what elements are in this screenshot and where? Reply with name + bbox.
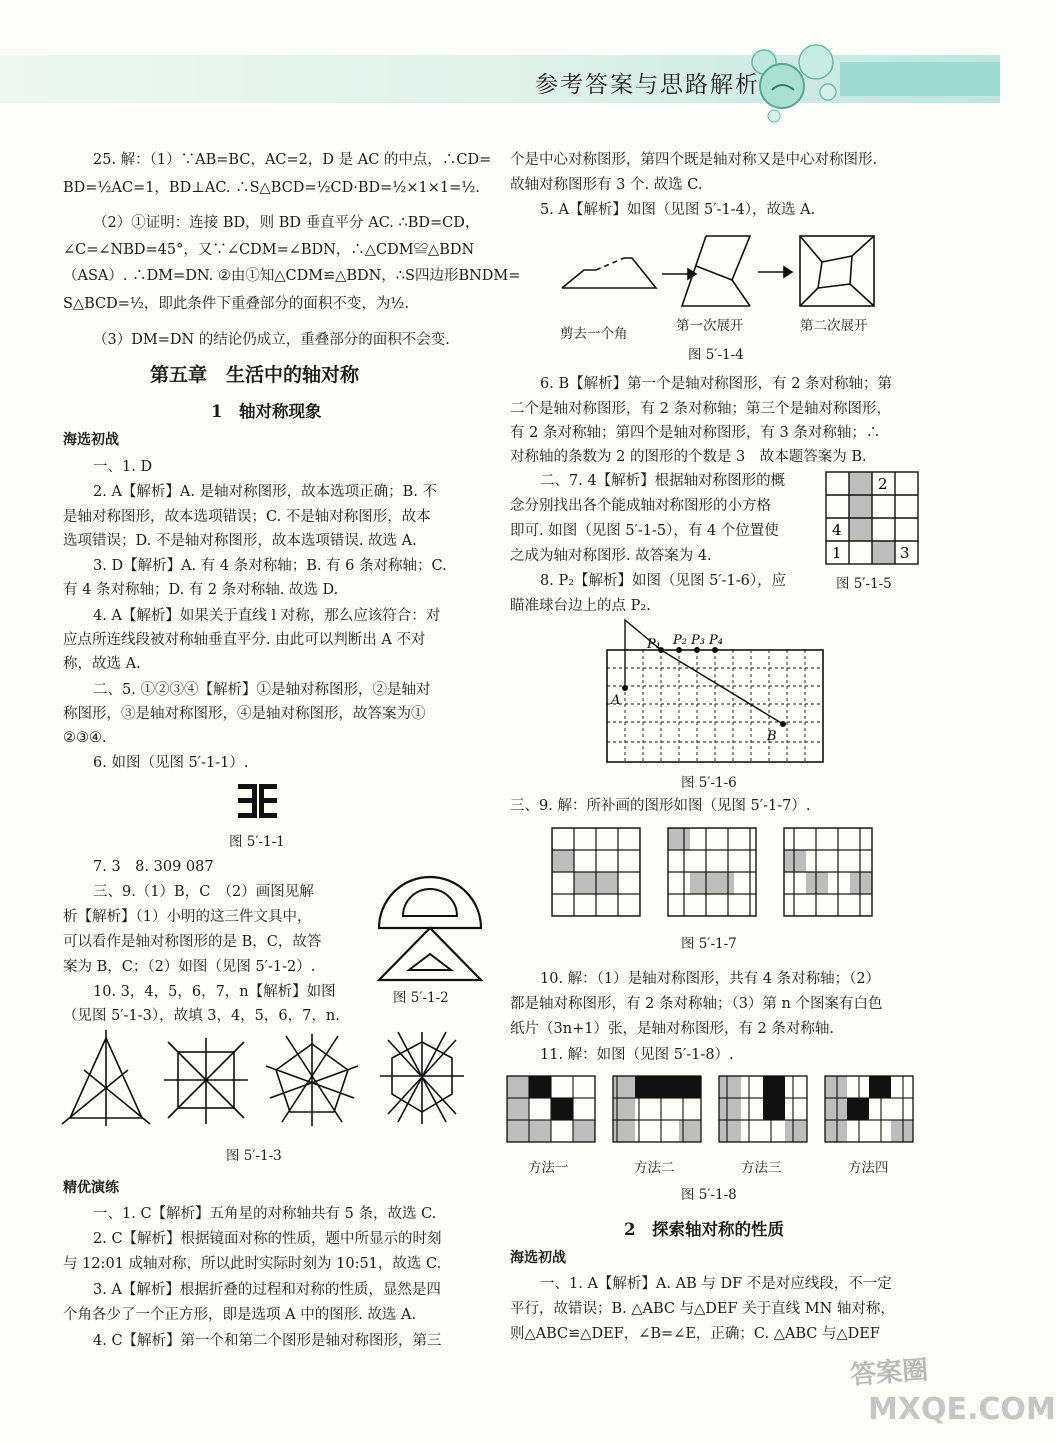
figure-label: 第二次展开 [800,318,868,334]
text-line: 一、1. C【解析】五角星的对称轴共有 5 条，故选 C. [93,1206,437,1222]
text-line: 有 4 条对称轴；D. 有 2 条对称轴. 故选 D. [63,582,339,598]
text-line: 一、1. D [93,459,153,475]
text-line: 念分别找出各个能成轴对称图形的小方格 [510,498,771,514]
text-line: （ASA）. ∴DM=DN. ②由①知△CDM≌△BDN，∴S四边形BNDM= [63,268,521,284]
text-line: 瞄准球台边上的点 P₂. [510,598,651,614]
fig-5-1-7-figure [552,828,896,918]
text-line: 二、5. ①②③④【解析】①是轴对称图形，②是轴对 [93,682,431,698]
text-line: ∠C=∠NBD=45°，又∵∠CDM=∠BDN，∴△CDM≌△BDN [63,242,475,258]
fig-5-1-1-figure [236,782,280,820]
figure-label: 方法二 [634,1160,675,1176]
grid-number: 3 [900,544,910,562]
point-label: P₃ [691,633,705,648]
point-label: A [611,693,621,708]
fig-5-1-2-figure [375,872,485,984]
text-line: （3）DM=DN 的结论仍成立，重叠部分的面积不会变. [93,332,450,348]
text-line: 10. 3，4，5，6，7，n【解析】如图 [93,984,336,1000]
fig-5-1-5-figure [826,472,918,564]
chapter-title: 第五章 生活中的轴对称 [150,364,360,386]
text-line: 案为 B，C；（2）如图（见图 5′-1-2）. [63,959,316,975]
figure-caption: 图 5′-1-6 [681,775,737,791]
text-line: 一、1. A【解析】A. AB 与 DF 不是对应线段，不一定 [540,1276,892,1292]
text-line: S△BCD=½，即此条件下重叠部分的面积不变，为½. [63,296,410,312]
text-line: 可以看作是轴对称图形的是 B，C，故答 [63,934,322,950]
text-line: 个角各少了一个正方形，即是选项 A 中的图形. 故选 A. [63,1307,417,1323]
subsection-title: 海选初战 [510,1250,566,1266]
text-line: 6. B【解析】第一个是轴对称图形，有 2 条对称轴；第 [540,376,893,392]
figure-caption: 图 5′-1-1 [229,834,285,850]
text-line: 4. A【解析】如果关于直线 l 对称，那么应该符合：对 [93,608,441,624]
text-line: 有 2 条对称轴；第四个是轴对称图形，有 3 条对称轴；∴ [510,425,881,441]
text-line: 4. C【解析】第一个和第二个图形是轴对称图形，第三 [93,1333,442,1349]
text-line: 即可. 如图（见图 5′-1-5），有 4 个位置使 [510,523,779,539]
text-line: 3. A【解析】根据折叠的过程和对称的性质，显然是四 [93,1282,441,1298]
watermark-logo: 答案圈 [849,1355,930,1391]
figure-label: 剪去一个角 [560,326,628,342]
section-title: 1 轴对称现象 [211,402,322,421]
subsection-title: 精优演练 [63,1180,119,1196]
text-line: 应点所连线段被对称轴垂直平分. 由此可以判断出 A 不对 [63,632,426,648]
fig-5-1-3-figure [62,1030,472,1130]
text-line: 平行，故错误；B. △ABC 与△DEF 关于直线 MN 轴对称， [510,1301,895,1317]
text-line: 析【解析】（1）小明的这三件文具中， [63,909,312,925]
figure-label: 方法四 [848,1160,889,1176]
subsection-title: 海选初战 [63,432,119,448]
fig-5-1-6-figure [603,618,827,768]
fig-5-1-8-figure [507,1076,927,1144]
text-line: 对称轴的条数为 2 的图形的个数是 3 故本题答案为 B. [510,449,867,465]
text-line: BD=½AC=1，BD⊥AC. ∴S△BCD=½CD·BD=½×1×1=½. [63,180,480,196]
bubbles-decoration-icon [742,40,842,130]
text-line: 8. P₂【解析】如图（见图 5′-1-6），应 [540,573,787,589]
grid-number: 2 [878,475,888,493]
point-label: P₄ [709,633,723,648]
grid-number: 1 [832,544,842,562]
figure-label: 方法三 [741,1160,782,1176]
figure-caption: 图 5′-1-7 [681,936,737,952]
text-line: 都是轴对称图形，有 2 条对称轴；（3）第 n 个图案有白色 [510,996,883,1012]
text-line: 三、9. 解：所补画的图形如图（见图 5′-1-7）. [510,798,811,814]
text-line: 个是中心对称图形，第四个既是轴对称又是中心对称图形. [510,152,878,168]
point-label: B [767,729,777,744]
figure-caption: 图 5′-1-8 [681,1187,737,1203]
text-line: 二、7. 4【解析】根据轴对称图形的概 [540,473,786,489]
text-line: 6. 如图（见图 5′-1-1）. [93,755,249,771]
figure-caption: 图 5′-1-3 [226,1148,282,1164]
header-accent [840,62,1000,96]
text-line: ②③④. [63,730,107,746]
text-line: 称图形，③是轴对称图形，④是轴对称图形，故答案为① [63,706,426,722]
text-line: 选项错误；D. 不是轴对称图形，故本选项错误. 故选 A. [63,533,417,549]
point-label: P₂ [673,633,687,648]
text-line: 10. 解：（1）是轴对称图形，共有 4 条对称轴；（2） [540,971,881,987]
text-line: 3. D【解析】A. 有 4 条对称轴；B. 有 6 条对称轴；C. [93,558,447,574]
text-line: 2. C【解析】根据镜面对称的性质，题中所显示的时刻 [93,1231,442,1247]
text-line: 则△ABC≌△DEF，∠B=∠E，正确；C. △ABC 与△DEF [510,1326,880,1342]
text-line: 纸片（3n+1）张，是轴对称图形，有 2 条对称轴. [510,1021,834,1037]
text-line: 2. A【解析】A. 是轴对称图形，故本选项正确；B. 不 [93,484,437,500]
figure-caption: 图 5′-1-2 [393,990,449,1006]
section-title: 2 探索轴对称的性质 [624,1220,784,1239]
text-line: 二个是轴对称图形，有 2 条对称轴；第三个是轴对称图形， [510,401,891,417]
text-line: 三、9.（1）B，C （2）画图见解 [93,884,314,900]
page-header-title: 参考答案与思路解析 [535,72,760,98]
text-line: 与 12:01 成轴对称，所以此时实际时刻为 10:51，故选 C. [63,1256,442,1272]
text-line: 5. A【解析】如图（见图 5′-1-4），故选 A. [540,202,816,218]
text-line: 是轴对称图形，故本选项错误；C. 不是轴对称图形，故本 [63,509,431,525]
text-line: （见图 5′-1-3），故填 3，4，5，6，7，n. [63,1008,340,1024]
text-line: 之成为轴对称图形. 故答案为 4. [510,548,712,564]
watermark-url: MXQE.COM [868,1392,1056,1427]
text-line: 称，故选 A. [63,656,141,672]
point-label: P₁ [647,637,661,652]
text-line: 故轴对称图形有 3 个. 故选 C. [510,177,703,193]
text-line: 7. 3 8. 309 087 [93,859,214,875]
figure-label: 方法一 [528,1160,569,1176]
figure-label: 第一次展开 [676,318,744,334]
text-line: （2）①证明：连接 BD，则 BD 垂直平分 AC. ∴BD=CD， [93,215,480,231]
text-line: 25. 解：（1）∵AB=BC，AC=2，D 是 AC 的中点，∴CD= [93,152,492,168]
text-line: 11. 解：如图（见图 5′-1-8）. [540,1047,734,1063]
figure-caption: 图 5′-1-4 [688,347,744,363]
grid-number: 4 [832,521,842,539]
figure-caption: 图 5′-1-5 [836,576,892,592]
